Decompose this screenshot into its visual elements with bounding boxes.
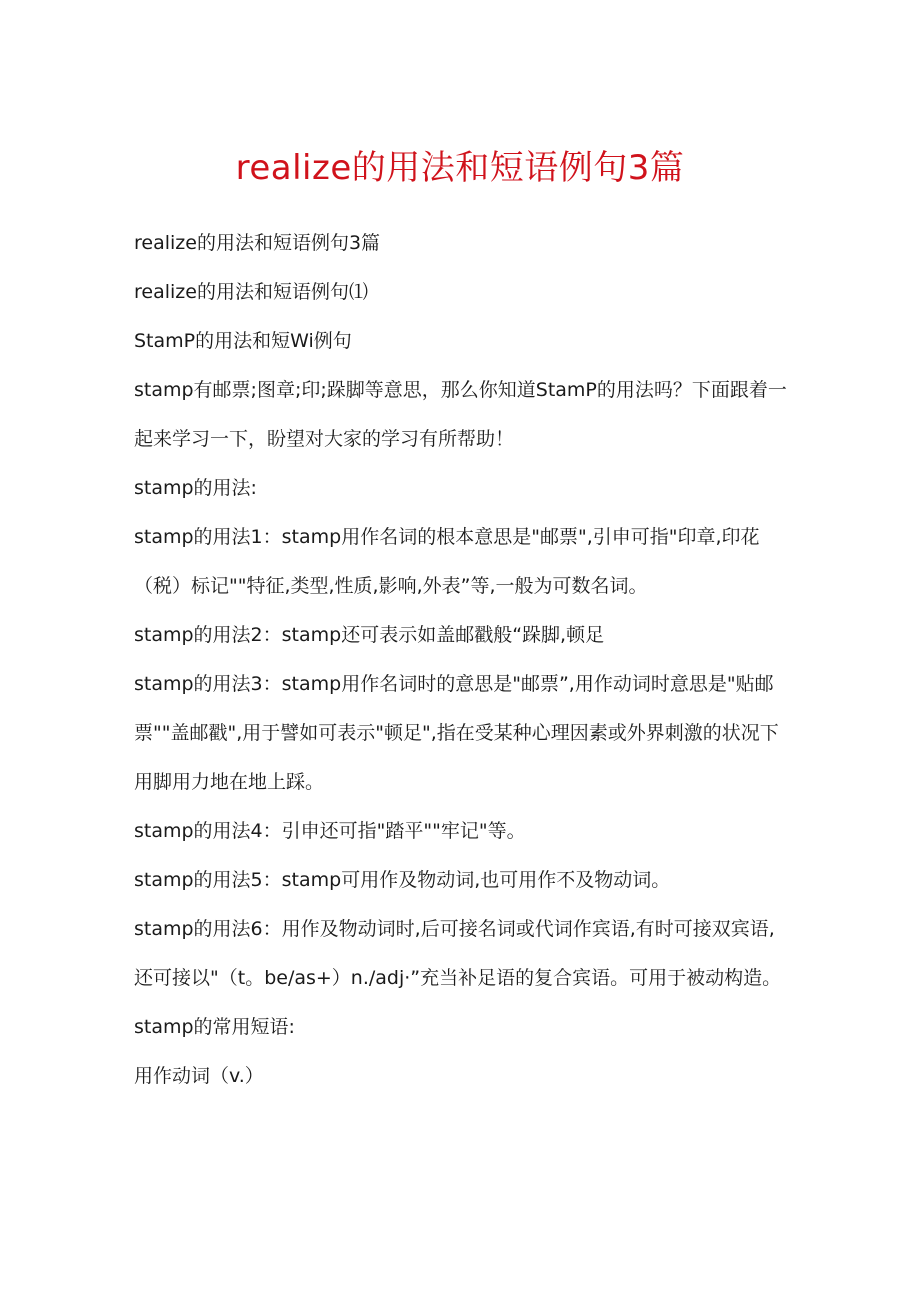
paragraph: StamP的用法和短Wi例句 (134, 330, 352, 352)
paragraph: stamp有邮票;图章;印;跺脚等意思，那么你知道StamP的用法吗？下面跟着一起来学习一下，盼望对大家的学习有所帮助！ (134, 379, 787, 450)
paragraph: stamp的用法1：stamp用作名词的根本意思是"邮票",引申可指"印章,印花（税）标记""特征,类型,性质,影响,外表”等,一般为可数名词。 (134, 526, 760, 597)
paragraph: stamp的用法5：stamp可用作及物动词,也可用作不及物动词。 (134, 869, 671, 891)
document-body (134, 219, 790, 1101)
document-title: realize的用法和短语例句3篇 (235, 148, 685, 188)
paragraph: stamp的常用短语: (134, 1016, 295, 1038)
paragraph: stamp的用法6：用作及物动词时,后可接名词或代词作宾语,有时可接双宾语,还可接以"（t。be/as+）n./adj·”充当补足语的复合宾语。可用于被动构造。 (134, 918, 782, 989)
paragraph: stamp的用法2：stamp还可表示如盖邮戳般“跺脚,顿足 (134, 624, 605, 646)
paragraph: stamp的用法4：引申还可指"踏平""牢记"等。 (134, 820, 526, 842)
paragraph: stamp的用法: (134, 477, 257, 499)
paragraph: realize的用法和短语例句⑴ (134, 281, 368, 303)
paragraph: 用作动词（v.） (134, 1065, 264, 1087)
paragraph: realize的用法和短语例句3篇 (134, 232, 381, 254)
paragraph: stamp的用法3：stamp用作名词时的意思是"邮票”,用作动词时意思是"贴邮票""盖邮戳",用于譬如可表示"顿足",指在受某种心理因素或外界刺激的状况下用脚用力地在地上踩。 (134, 673, 779, 793)
